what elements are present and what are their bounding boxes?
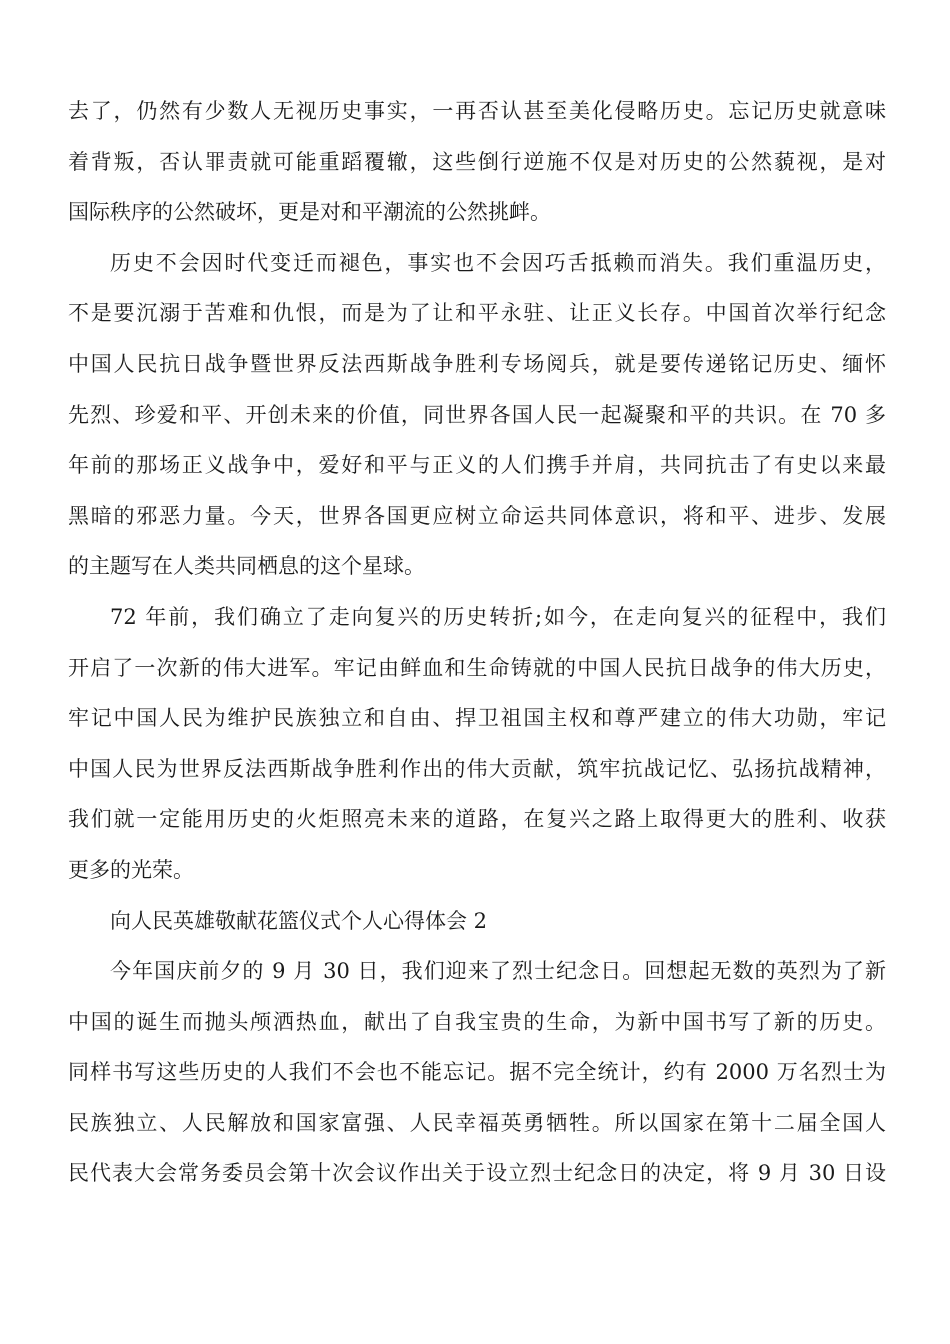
text-line: 我们就一定能用历史的火炬照亮未来的道路，在复兴之路上取得更大的胜利、收获 xyxy=(68,807,886,832)
text-line: 黑暗的邪恶力量。今天，世界各国更应树立命运共同体意识，将和平、进步、发展 xyxy=(68,503,886,528)
text-line: 民代表大会常务委员会第十次会议作出关于设立烈士纪念日的决定，将 9 月 30 日设 xyxy=(68,1161,886,1186)
text-line: 中国人民抗日战争暨世界反法西斯战争胜利专场阅兵，就是要传递铭记历史、缅怀 xyxy=(68,351,886,376)
section-heading xyxy=(68,896,886,947)
heading-line: 向人民英雄敬献花篮仪式个人心得体会 2 xyxy=(110,908,488,933)
paragraph-1 xyxy=(68,86,886,238)
text-line: 国际秩序的公然破坏，更是对和平潮流的公然挑衅。 xyxy=(68,200,551,225)
text-line: 的主题写在人类共同栖息的这个星球。 xyxy=(68,554,425,579)
text-line: 先烈、珍爱和平、开创未来的价值，同世界各国人民一起凝聚和平的共识。在 70 多 xyxy=(68,402,886,427)
paragraph-2 xyxy=(68,238,886,592)
text-line: 中国的诞生而抛头颅洒热血，献出了自我宝贵的生命，为新中国书写了新的历史。 xyxy=(68,1009,886,1034)
document-body xyxy=(68,86,886,1199)
text-line: 年前的那场正义战争中，爱好和平与正义的人们携手并肩，共同抗击了有史以来最 xyxy=(68,453,886,478)
text-line: 中国人民为世界反法西斯战争胜利作出的伟大贡献，筑牢抗战记忆、弘扬抗战精神， xyxy=(68,756,886,781)
paragraph-3 xyxy=(68,592,886,896)
text-line: 开启了一次新的伟大进军。牢记由鲜血和生命铸就的中国人民抗日战争的伟大历史， xyxy=(68,655,886,680)
text-line: 同样书写这些历史的人我们不会也不能忘记。据不完全统计，约有 2000 万名烈士为 xyxy=(68,1060,886,1085)
text-line: 民族独立、人民解放和国家富强、人民幸福英勇牺牲。所以国家在第十二届全国人 xyxy=(68,1110,886,1135)
text-line: 历史不会因时代变迁而褪色，事实也不会因巧舌抵赖而消失。我们重温历史， xyxy=(110,250,886,275)
text-line: 牢记中国人民为维护民族独立和自由、捍卫祖国主权和尊严建立的伟大功勋，牢记 xyxy=(68,706,886,731)
text-line: 不是要沉溺于苦难和仇恨，而是为了让和平永驻、让正义长存。中国首次举行纪念 xyxy=(68,301,886,326)
text-line: 今年国庆前夕的 9 月 30 日，我们迎来了烈士纪念日。回想起无数的英烈为了新 xyxy=(110,959,886,984)
text-line: 去了，仍然有少数人无视历史事实，一再否认甚至美化侵略历史。忘记历史就意味 xyxy=(68,99,886,123)
paragraph-5 xyxy=(68,946,886,1199)
text-line: 着背叛，否认罪责就可能重蹈覆辙，这些倒行逆施不仅是对历史的公然藐视，是对 xyxy=(68,149,886,174)
text-line: 72 年前，我们确立了走向复兴的历史转折;如今，在走向复兴的征程中，我们 xyxy=(110,604,886,629)
text-line: 更多的光荣。 xyxy=(68,857,194,882)
